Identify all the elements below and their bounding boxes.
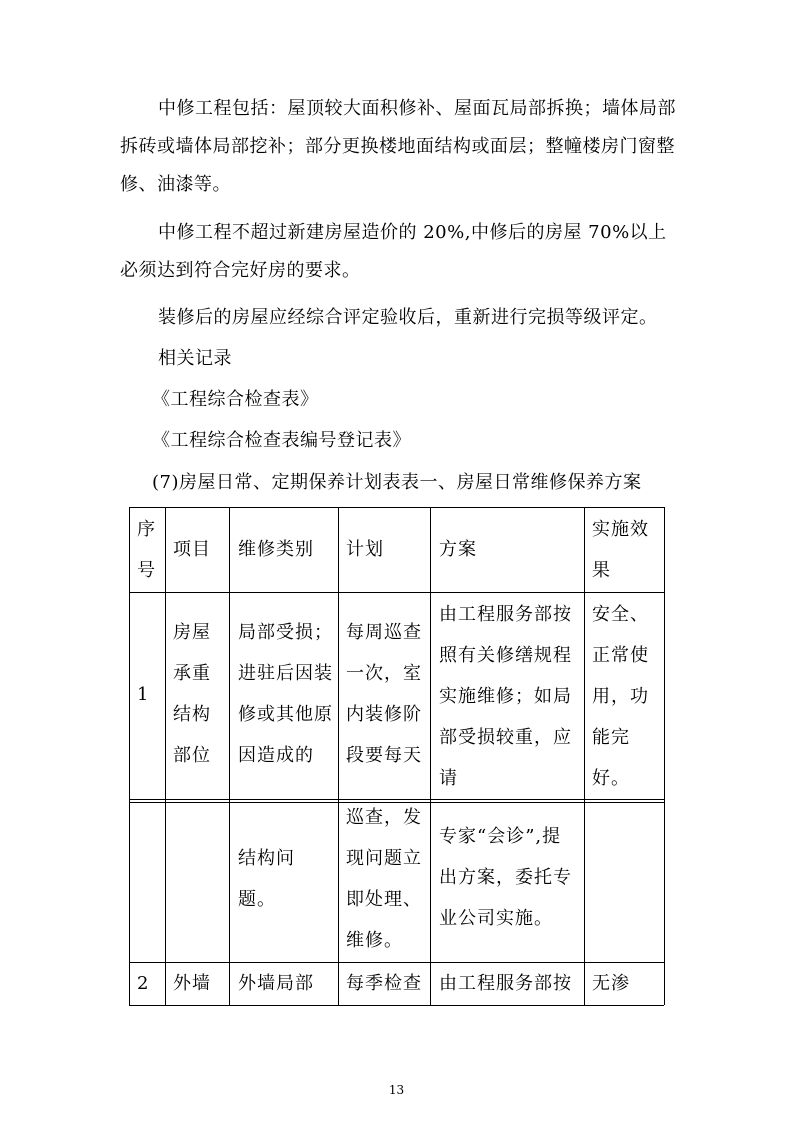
row2-item: 外墙 xyxy=(173,973,211,994)
page-number: 13 xyxy=(388,1083,405,1097)
row1-no: 1 xyxy=(137,684,150,705)
table-rule xyxy=(229,507,230,1005)
table-rule xyxy=(129,1005,664,1006)
record-item: 《工程综合检查表》 xyxy=(152,389,319,410)
row1-cont-plan: 巡查，发现问题立即处理、维修。 xyxy=(346,807,422,951)
row1-category: 局部受损；进驻后因装修或其他原因造成的 xyxy=(238,622,333,766)
table-rule xyxy=(338,507,339,1005)
row1-item: 房屋承重结构部位 xyxy=(173,622,211,766)
table-rule xyxy=(129,507,130,1005)
row1-scheme: 由工程服务部按照有关修缮规程实施维修；如局部受损较重，应请 xyxy=(439,604,572,789)
record-item: 《工程综合检查表编号登记表》 xyxy=(152,430,411,451)
table-rule xyxy=(430,507,431,1005)
paragraph-minor-repair-cost: 中修工程不超过新建房屋造价的 20%,中修后的房屋 70%以上必须达到符合完好房的要求。 xyxy=(120,222,667,281)
row2-no: 2 xyxy=(137,973,150,994)
row2-scheme: 由工程服务部按 xyxy=(439,973,572,994)
table-caption: (7)房屋日常、定期保养计划表表一、房屋日常维修保养方案 xyxy=(152,472,642,493)
row1-plan: 每周巡查一次，室内装修阶段要每天 xyxy=(346,622,422,766)
row1-effect: 安全、正常使用，功能完好。 xyxy=(592,604,649,789)
table-rule xyxy=(584,507,585,1005)
paragraph-after-repair: 装修后的房屋应经综合评定验收后，重新进行完损等级评定。 xyxy=(158,307,658,328)
row1-cont-category: 结构问题。 xyxy=(238,848,295,910)
table-rule xyxy=(664,507,665,1005)
table-rule xyxy=(165,507,166,1005)
header-item: 项目 xyxy=(173,539,211,560)
paragraph-minor-repair-scope: 中修工程包括：屋顶较大面积修补、屋面瓦局部拆换；墙体局部拆砖或墙体局部挖补；部分更换楼地面结构或面层；整幢楼房门窗整修、油漆等。 xyxy=(120,98,676,195)
header-plan: 计划 xyxy=(346,539,384,560)
row1-cont-scheme: 专家“会诊”,提出方案，委托专业公司实施。 xyxy=(439,826,572,929)
row2-category: 外墙局部 xyxy=(238,973,314,994)
row2-effect: 无渗 xyxy=(592,973,630,994)
header-effect: 实施效果 xyxy=(592,519,649,581)
header-scheme: 方案 xyxy=(439,539,477,560)
header-category: 维修类别 xyxy=(238,539,314,560)
related-records-title: 相关记录 xyxy=(158,348,232,369)
row2-plan: 每季检查 xyxy=(346,973,422,994)
header-no: 序号 xyxy=(137,519,156,581)
